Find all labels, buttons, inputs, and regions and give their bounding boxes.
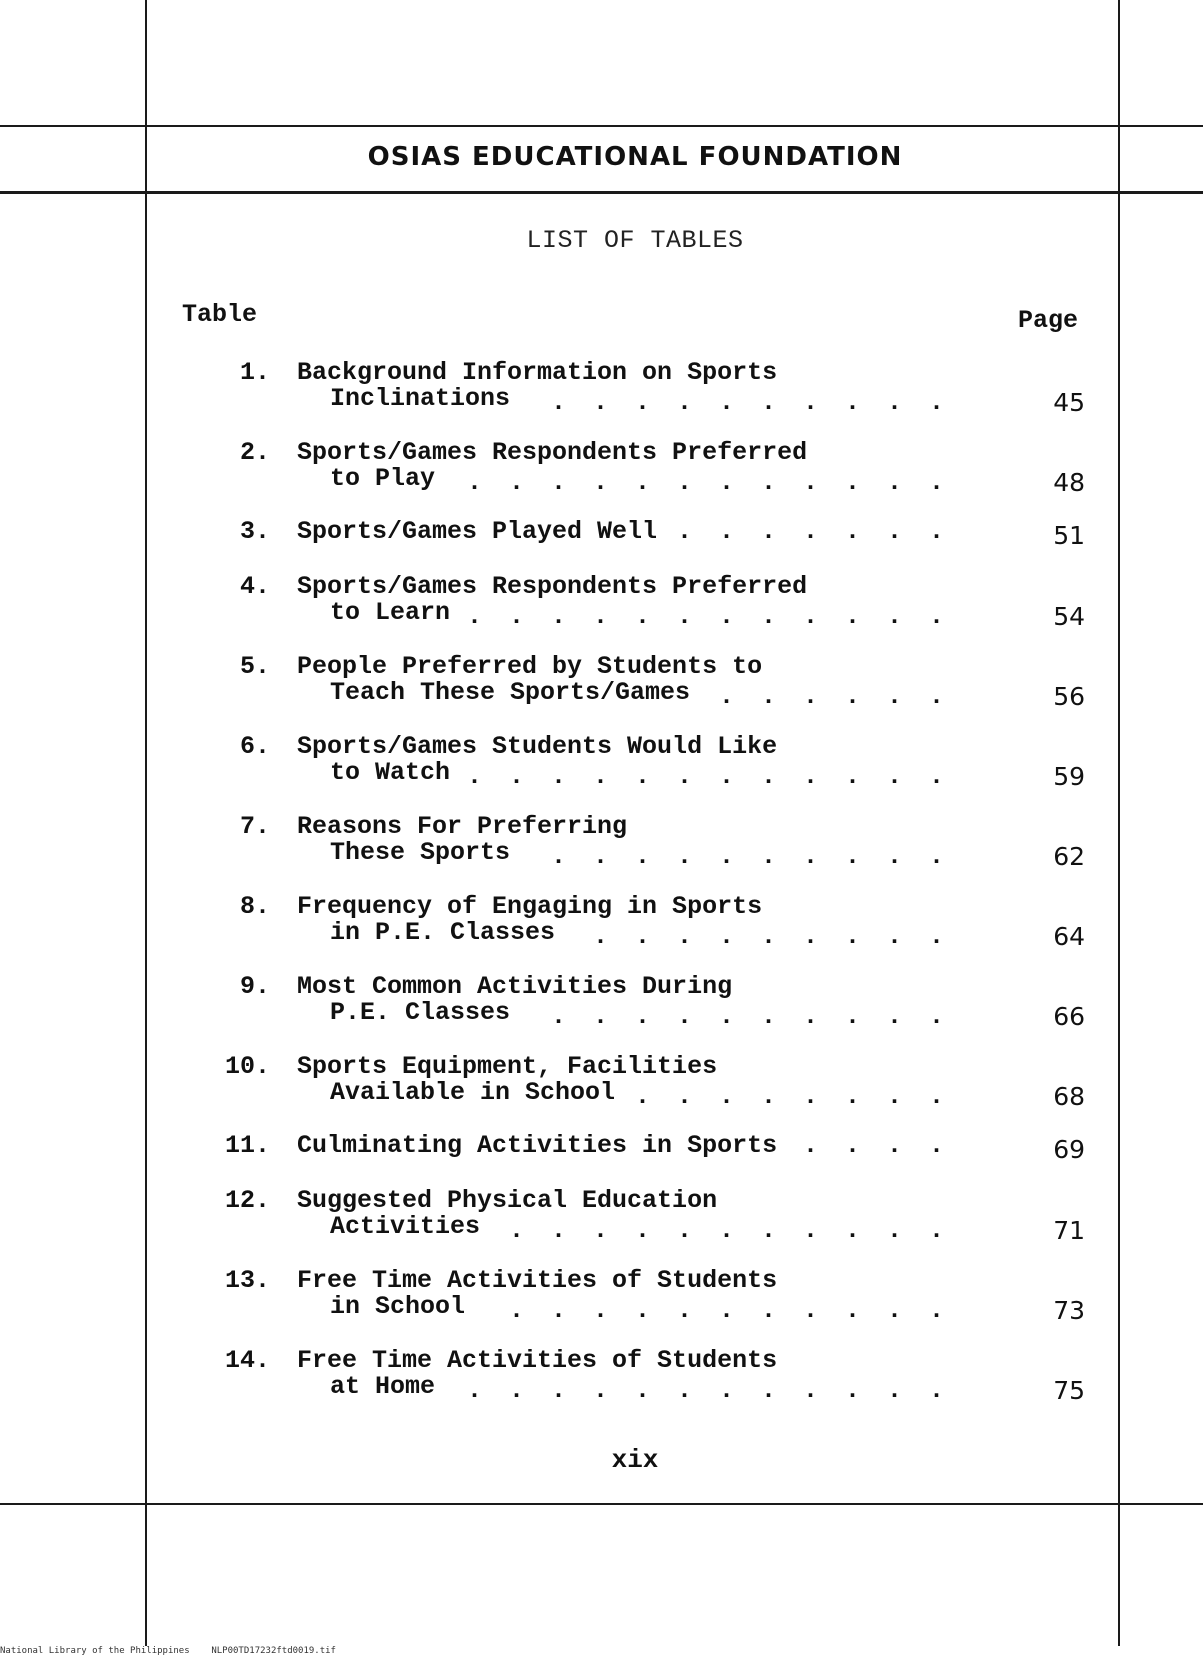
table-title-continued: to Learn	[330, 598, 451, 627]
library-credit: National Library of the Philippines	[0, 1646, 190, 1656]
table-title: Sports Equipment, Facilities	[297, 1052, 718, 1081]
table-title: Sports/Games Respondents Preferred	[297, 572, 808, 601]
table-number: 11.	[224, 1131, 270, 1160]
table-title: Reasons For Preferring	[297, 812, 628, 841]
page-ref: 75	[1053, 1376, 1085, 1405]
table-number: 14.	[224, 1346, 270, 1375]
header-bottom-rule	[0, 191, 1203, 194]
table-title: Free Time Activities of Students	[297, 1346, 778, 1375]
scan-footer	[0, 1646, 336, 1656]
page-ref: 71	[1053, 1216, 1085, 1245]
table-number: 10.	[224, 1052, 270, 1081]
header-top-rule	[0, 125, 1203, 127]
list-item	[0, 812, 1203, 882]
page-ref: 48	[1053, 468, 1085, 497]
foundation-header: OSIAS EDUCATIONAL FOUNDATION	[367, 142, 903, 172]
table-number: 4.	[239, 572, 270, 601]
page-ref: 54	[1053, 602, 1085, 631]
leader-dots: . . . . . . . . . .	[550, 842, 950, 871]
table-number: 7.	[239, 812, 270, 841]
table-number: 12.	[224, 1186, 270, 1215]
table-column-header: Table	[182, 300, 258, 329]
leader-dots: . . . . . . . . . . .	[508, 1296, 950, 1325]
table-title: Sports/Games Played Well	[297, 517, 658, 546]
table-number: 9.	[239, 972, 270, 1001]
table-title-continued: These Sports	[330, 838, 511, 867]
leader-dots: . . . . . . . . . . . .	[466, 602, 950, 631]
table-title: Sports/Games Respondents Preferred	[297, 438, 808, 467]
leader-dots: . . . . . . . .	[634, 1082, 950, 1111]
table-title: Sports/Games Students Would Like	[297, 732, 778, 761]
leader-dots: . . . . . . . . .	[592, 922, 950, 951]
page-ref: 45	[1053, 388, 1085, 417]
table-title-continued: in P.E. Classes	[330, 918, 556, 947]
list-item	[0, 438, 1203, 508]
table-title-continued: Activities	[330, 1212, 481, 1241]
table-title: Culminating Activities in Sports	[297, 1131, 778, 1160]
table-number: 6.	[239, 732, 270, 761]
table-title-continued: Inclinations	[330, 384, 511, 413]
table-number: 3.	[239, 517, 270, 546]
page-ref: 66	[1053, 1002, 1085, 1031]
leader-dots: . . . . . . .	[676, 517, 950, 546]
page-ref: 68	[1053, 1082, 1085, 1111]
file-name: NLP00TD17232ftd0019.tif	[211, 1646, 336, 1656]
page-ref: 64	[1053, 922, 1085, 951]
list-item	[0, 1266, 1203, 1336]
table-title: People Preferred by Students to	[297, 652, 763, 681]
page-number: xix	[611, 1445, 659, 1475]
table-title: Suggested Physical Education	[297, 1186, 718, 1215]
list-item	[0, 732, 1203, 802]
list-item	[0, 1186, 1203, 1256]
page-column-header: Page	[1018, 306, 1079, 335]
table-title: Most Common Activities During	[297, 972, 733, 1001]
table-title-continued: at Home	[330, 1372, 436, 1401]
table-number: 13.	[224, 1266, 270, 1295]
table-number: 2.	[239, 438, 270, 467]
leader-dots: . . . . . . . . . . . .	[466, 1376, 950, 1405]
table-title: Free Time Activities of Students	[297, 1266, 778, 1295]
list-item	[0, 892, 1203, 962]
page-ref: 59	[1053, 762, 1085, 791]
table-title-continued: to Play	[330, 464, 436, 493]
leader-dots: . . . . . . . . . . .	[508, 1216, 950, 1245]
table-title: Frequency of Engaging in Sports	[297, 892, 763, 921]
leader-dots: . . . . . .	[718, 682, 950, 711]
table-number: 8.	[239, 892, 270, 921]
table-title-continued: to Watch	[330, 758, 451, 787]
leader-dots: . . . . . . . . . .	[550, 1002, 950, 1031]
list-item	[0, 1052, 1203, 1122]
table-title-continued: in School	[330, 1292, 466, 1321]
list-item	[0, 572, 1203, 642]
page-title: LIST OF TABLES	[526, 226, 744, 255]
leader-dots: . . . .	[802, 1131, 950, 1160]
page-ref: 73	[1053, 1296, 1085, 1325]
page-ref: 69	[1053, 1135, 1085, 1164]
table-number: 5.	[239, 652, 270, 681]
list-item	[0, 358, 1203, 428]
footer-rule	[0, 1503, 1203, 1505]
page-ref: 51	[1053, 521, 1085, 550]
leader-dots: . . . . . . . . . .	[550, 388, 950, 417]
list-item	[0, 972, 1203, 1042]
table-number: 1.	[239, 358, 270, 387]
page-ref: 56	[1053, 682, 1085, 711]
leader-dots: . . . . . . . . . . . .	[466, 762, 950, 791]
table-title-continued: P.E. Classes	[330, 998, 511, 1027]
table-title-continued: Available in School	[330, 1078, 616, 1107]
table-title: Background Information on Sports	[297, 358, 778, 387]
table-title-continued: Teach These Sports/Games	[330, 678, 691, 707]
list-item	[0, 652, 1203, 722]
list-item	[0, 1346, 1203, 1416]
page-ref: 62	[1053, 842, 1085, 871]
leader-dots: . . . . . . . . . . . .	[466, 468, 950, 497]
